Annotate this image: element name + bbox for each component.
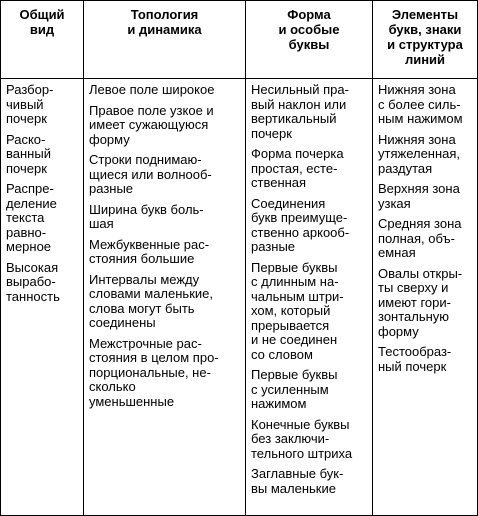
table-cell-item: Форма почерка простая, есте- ственная (251, 146, 344, 190)
table-cell-item: Первые буквы с длинным на- чальным штри- хом, который прерывается и не соединен со словом (251, 259, 344, 362)
table-cell-item: Правое поле узкое и имеет сужающуюся форму (89, 102, 214, 147)
table-cell-item: Распре- деление текста равно- мерное (6, 181, 57, 254)
table-cell-item: Межбуквенные рас- стояния большие (89, 236, 210, 266)
table-cell-item: Нижняя зона с более силь- ным нажимом (378, 82, 463, 126)
table-cell-item: Соединения букв преимуще- ственно аркооб- разные (251, 195, 350, 254)
column-letter-elements (372, 1, 477, 515)
column-header (246, 1, 372, 79)
table-cell-item: Высокая вырабо- танность (6, 259, 60, 304)
table-cell-item: Раско- ванный почерк (6, 131, 51, 176)
table-cell-item: Овалы откры- ты сверху и имеют гори- зонтальную форму (378, 265, 463, 339)
table-cell-item: Строки поднимаю- щиеся или волнооб- разные (89, 152, 212, 196)
table-cell-item: Интервалы между словами маленькие, слова могут быть соединены (89, 271, 213, 330)
column-header-label: Элементы букв, знаки и структура линий (387, 7, 463, 67)
column-header (84, 1, 245, 79)
table-cell-item: Левое поле широкое (89, 82, 215, 97)
table-cell-item: Межстрочные рас- стояния в целом про- порциональные, не- сколько уменьшенные (89, 335, 219, 409)
column-header-label: Общий вид (19, 7, 65, 37)
column-form-special-letters (245, 1, 372, 515)
table-cell-item: Несильный пра- вый наклон или вертикальный почерк (251, 82, 349, 141)
column-items (84, 79, 245, 515)
table-cell-item: Первые буквы с усиленным нажимом (251, 367, 338, 411)
table-cell-item: Тестообраз- ный почерк (378, 344, 452, 374)
table-cell-item: Конечные буквы без заключи- тельного штриха (251, 416, 353, 461)
column-header (373, 1, 477, 79)
table-cell-item: Средняя зона полная, объ- емная (378, 216, 462, 260)
table-cell-item: Ширина букв боль- шая (89, 201, 204, 231)
column-general-view (1, 1, 83, 515)
table-cell-item: Верхняя зона узкая (378, 181, 460, 211)
column-items (373, 79, 477, 515)
column-header-label: Топология и динамика (127, 7, 202, 37)
column-topology-dynamics (83, 1, 245, 515)
column-items (246, 79, 372, 515)
column-header (1, 1, 83, 79)
column-items (1, 79, 83, 515)
column-header-label: Форма и особые буквы (278, 7, 340, 52)
table-cell-item: Нижняя зона утяжеленная, раздутая (378, 131, 461, 176)
table-cell-item: Заглавные бук- вы маленькие (251, 466, 344, 496)
table-cell-item: Разбор- чивый почерк (6, 82, 54, 126)
